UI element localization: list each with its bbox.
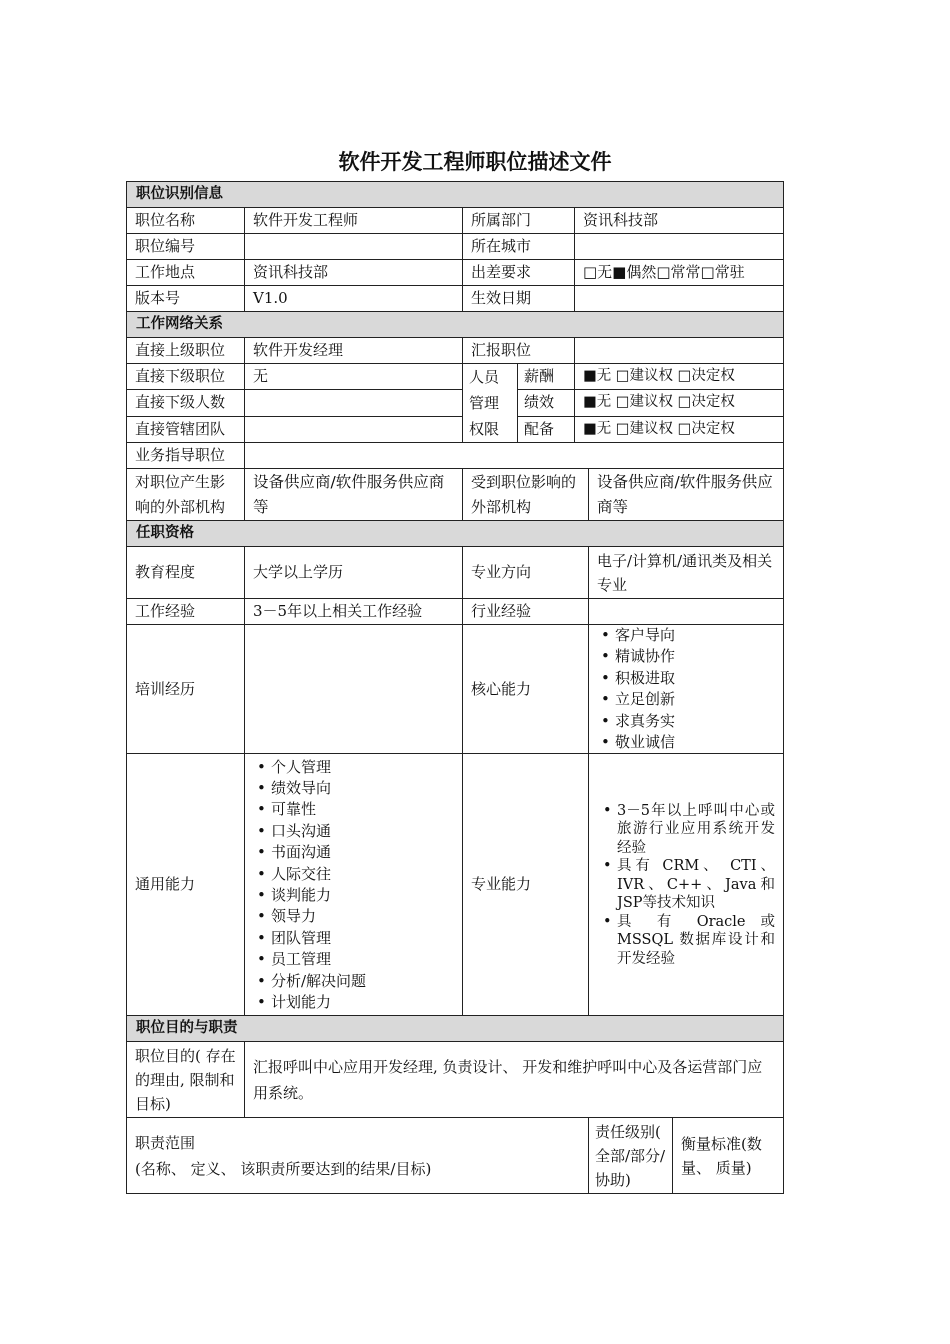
team-value [245, 416, 463, 442]
perf-label: 绩效 [518, 390, 575, 416]
list-item: • 谈判能力 [251, 885, 456, 906]
purpose-label: 职位目的( 存在的理由, 限制和目标) [127, 1042, 245, 1118]
superior-value: 软件开发经理 [245, 338, 463, 364]
affect-value: 设备供应商/软件服务供应商等 [245, 469, 463, 521]
list-item: • 绩效导向 [251, 778, 456, 799]
effective-label: 生效日期 [463, 286, 575, 312]
list-item: • 求真务实 [595, 711, 777, 732]
travel-value: □无■偶然□常常□常驻 [575, 260, 784, 286]
general-ability-list [251, 757, 456, 1014]
dept-label: 所属部门 [463, 208, 575, 234]
location-value: 资讯科技部 [245, 260, 463, 286]
list-item: • 具 有 Oracle 或 MSSQL 数据库设计和开发经验 [597, 913, 775, 969]
authority-label: 人员管理权限 [463, 364, 518, 443]
list-item: • 客户导向 [595, 625, 777, 646]
page-title: 软件开发工程师职位描述文件 [338, 150, 612, 174]
industry-value [589, 599, 784, 625]
core-ability-list [595, 625, 777, 753]
edu-label: 教育程度 [127, 547, 245, 599]
team-label: 直接管辖团队 [127, 416, 245, 442]
training-value [245, 625, 463, 754]
perf-value: ■无 □建议权 □决定权 [575, 390, 784, 416]
job-name-label: 职位名称 [127, 208, 245, 234]
list-item: • 个人管理 [251, 757, 456, 778]
staffing-label: 配备 [518, 416, 575, 442]
measure-label: 衡量标准(数量、 质量) [673, 1118, 784, 1194]
location-label: 工作地点 [127, 260, 245, 286]
list-item: • 书面沟通 [251, 842, 456, 863]
training-label: 培训经历 [127, 625, 245, 754]
core-label: 核心能力 [463, 625, 589, 754]
job-no-value [245, 234, 463, 260]
affected-label: 受到职位影响的外部机构 [463, 469, 589, 521]
sub-value: 无 [245, 364, 463, 390]
list-item: • 精诚协作 [595, 646, 777, 667]
affect-label: 对职位产生影响的外部机构 [127, 469, 245, 521]
city-label: 所在城市 [463, 234, 575, 260]
scope-cell [127, 1118, 589, 1194]
section-identity: 职位识别信息 [127, 182, 784, 208]
general-ability-cell [245, 754, 463, 1016]
pro-ability-cell [589, 754, 784, 1016]
list-item: • 领导力 [251, 906, 456, 927]
core-ability-cell [589, 625, 784, 754]
job-description-form [126, 181, 783, 1194]
edu-value: 大学以上学历 [245, 547, 463, 599]
list-item: • 积极进取 [595, 668, 777, 689]
guide-value [245, 443, 784, 469]
list-item: • 具有 CRM、 CTI、IVR、C++、Java和JSP等技术知识 [597, 857, 775, 913]
list-item: • 敬业诚信 [595, 732, 777, 753]
exp-value: 3－5年以上相关工作经验 [245, 599, 463, 625]
list-item: • 3－5年以上呼叫中心或旅游行业应用系统开发经验 [597, 802, 775, 858]
sub-count-label: 直接下级人数 [127, 390, 245, 416]
pro-label: 专业能力 [463, 754, 589, 1016]
scope-subtitle: (名称、 定义、 该职责所要达到的结果/目标) [135, 1159, 432, 1178]
section-qualification: 任职资格 [127, 521, 784, 547]
list-item: • 分析/解决问题 [251, 971, 456, 992]
section-purpose: 职位目的与职责 [127, 1016, 784, 1042]
section-network: 工作网络关系 [127, 312, 784, 338]
industry-label: 行业经验 [463, 599, 589, 625]
affected-value: 设备供应商/软件服务供应商等 [589, 469, 784, 521]
superior-label: 直接上级职位 [127, 338, 245, 364]
job-name-value: 软件开发工程师 [245, 208, 463, 234]
list-item: • 口头沟通 [251, 821, 456, 842]
list-item: • 计划能力 [251, 992, 456, 1013]
major-value: 电子/计算机/通讯类及相关专业 [589, 547, 784, 599]
list-item: • 团队管理 [251, 928, 456, 949]
city-value [575, 234, 784, 260]
travel-label: 出差要求 [463, 260, 575, 286]
dept-value: 资讯科技部 [575, 208, 784, 234]
general-label: 通用能力 [127, 754, 245, 1016]
version-label: 版本号 [127, 286, 245, 312]
purpose-value: 汇报呼叫中心应用开发经理, 负责设计、 开发和维护呼叫中心及各运营部门应用系统。 [245, 1042, 784, 1118]
list-item: • 立足创新 [595, 689, 777, 710]
version-value: V1.0 [245, 286, 463, 312]
list-item: • 可靠性 [251, 799, 456, 820]
guide-label: 业务指导职位 [127, 443, 245, 469]
salary-value: ■无 □建议权 □决定权 [575, 364, 784, 390]
report-value [575, 338, 784, 364]
report-label: 汇报职位 [463, 338, 575, 364]
pro-ability-list [597, 802, 775, 969]
major-label: 专业方向 [463, 547, 589, 599]
effective-value [575, 286, 784, 312]
staffing-value: ■无 □建议权 □决定权 [575, 416, 784, 442]
list-item: • 人际交往 [251, 864, 456, 885]
exp-label: 工作经验 [127, 599, 245, 625]
job-no-label: 职位编号 [127, 234, 245, 260]
sub-label: 直接下级职位 [127, 364, 245, 390]
scope-label: 职责范围 [135, 1133, 196, 1152]
list-item: • 员工管理 [251, 949, 456, 970]
level-label: 责任级别( 全部/部分/协助) [589, 1118, 673, 1194]
salary-label: 薪酬 [518, 364, 575, 390]
sub-count-value [245, 390, 463, 416]
